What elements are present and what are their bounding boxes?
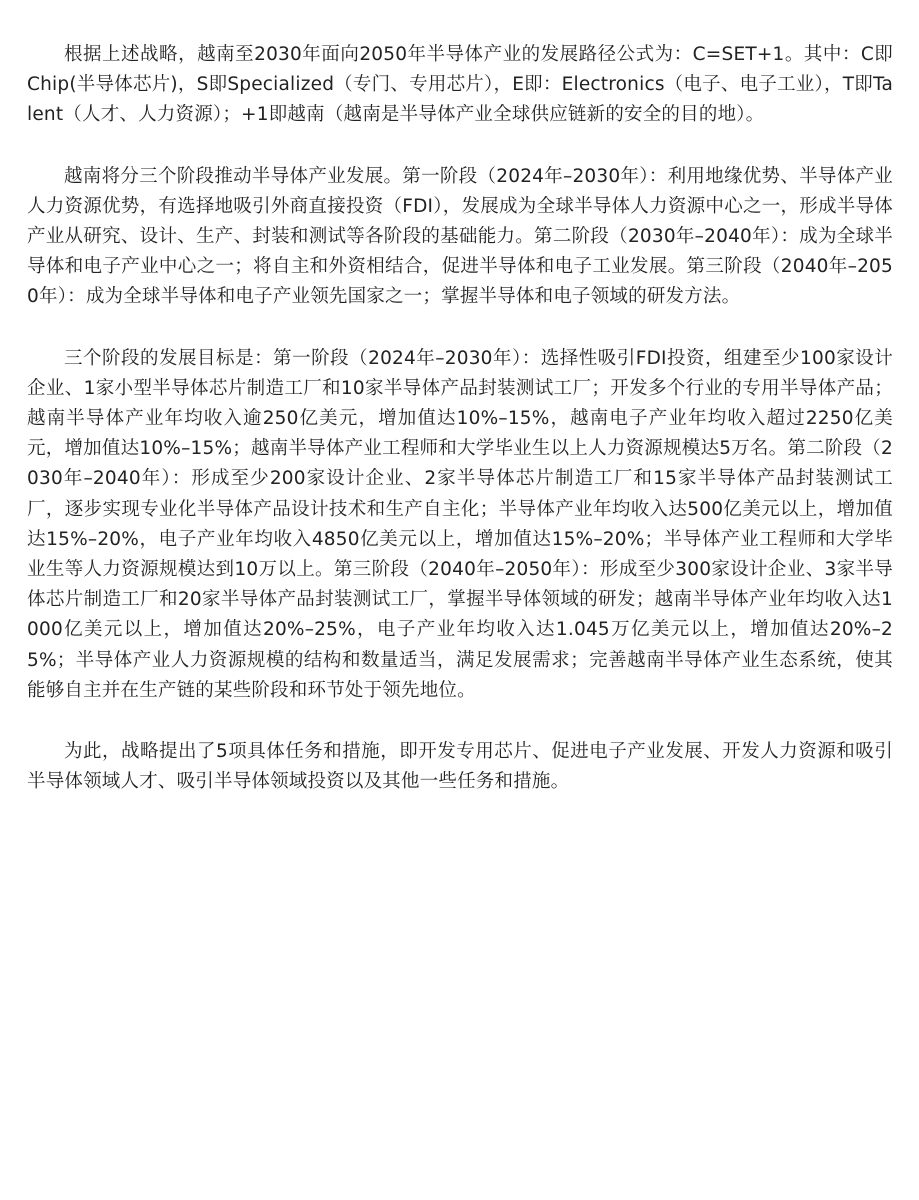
paragraph-three-stages: 越南将分三个阶段推动半导体产业发展。第一阶段（2024年–2030年）：利用地缘优势、半导体产业人力资源优势，有选择地吸引外商直接投资（FDI），发展成为全球半导体人力资源中心之一，形成半导体产业从研究、设计、生产、封装和测试等各阶段的基础能力。第二阶段（2030年–2040年）：成为全球半导体和电子产业中心之一；将自主和外资相结合，促进半导体和电子工业发展。第三阶段（2040年–2050年）：成为全球半导体和电子产业领先国家之一；掌握半导体和电子领域的研发方法。 [27, 165, 893, 308]
paragraph-tasks-measures: 为此，战略提出了5项具体任务和措施，即开发专用芯片、促进电子产业发展、开发人力资源和吸引半导体领域人才、吸引半导体领域投资以及其他一些任务和措施。 [27, 741, 893, 793]
article-body [27, 40, 893, 797]
paragraph-stage-targets: 三个阶段的发展目标是：第一阶段（2024年–2030年）：选择性吸引FDI投资，组建至少100家设计企业、1家小型半导体芯片制造工厂和10家半导体产品封装测试工厂；开发多个行业的专用半导体产品；越南半导体产业年均收入逾250亿美元，增加值达10%–15%，越南电子产业年均收入超过2250亿美元，增加值达10%–15%；越南半导体产业工程师和大学毕业生以上人力资源规模达5万名。第二阶段（2030年–2040年）：形成至少200家设计企业、2家半导体芯片制造工厂和15家半导体产品封装测试工厂，逐步实现专业化半导体产品设计技术和生产自主化；半导体产业年均收入达500亿美元以上，增加值达15%–20%，电子产业年均收入4850亿美元以上，增加值达15%–20%；半导体产业工程师和大学毕业生等人力资源规模达到10万以上。第三阶段（2040年–2050年）：形成至少300家设计企业、3家半导体芯片制造工厂和20家半导体产品封装测试工厂，掌握半导体领域的研发；越南半导体产业年均收入达1000亿美元以上，增加值达20%–25%，电子产业年均收入达1.045万亿美元以上，增加值达20%–25%；半导体产业人力资源规模的结构和数量适当，满足发展需求；完善越南半导体产业生态系统，使其能够自主并在生产链的某些阶段和环节处于领先地位。 [27, 347, 893, 701]
paragraph-development-formula: 根据上述战略，越南至2030年面向2050年半导体产业的发展路径公式为：C=SET+1。其中：C即Chip(半导体芯片)，S即Specialized（专门、专用芯片），E即：Electronics（电子、电子工业），T即Talent（人才、人力资源）；+1即越南（越南是半导体产业全球供应链新的安全的目的地）。 [27, 44, 893, 126]
